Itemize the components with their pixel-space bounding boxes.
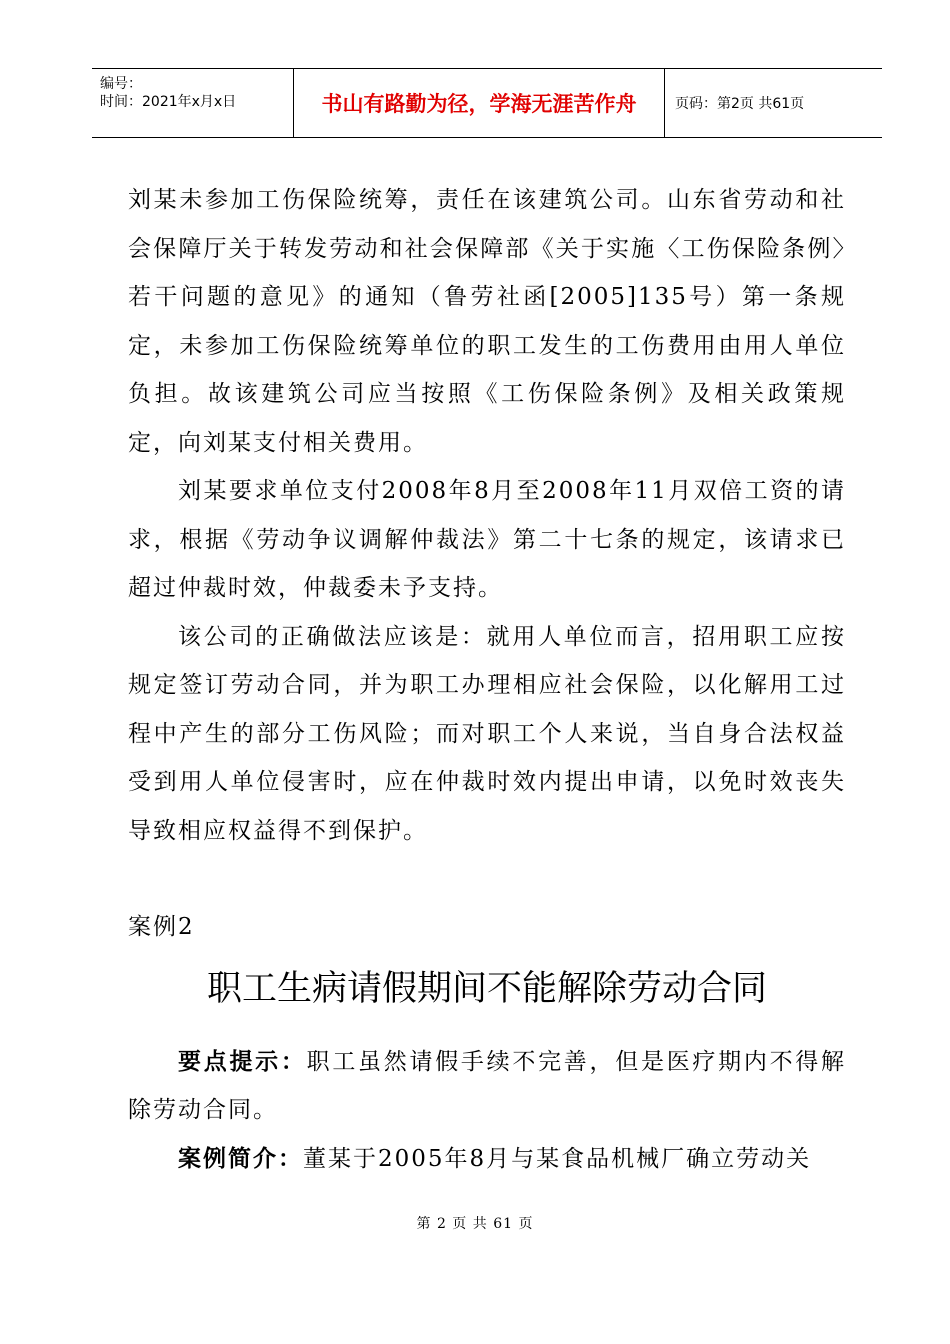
- summary-label: 案例简介：: [178, 1145, 303, 1172]
- page-footer: 第 2 页 共 61 页: [416, 1216, 534, 1232]
- summary-text: 董某于2005年8月与某食品机械厂确立劳动关: [303, 1145, 812, 1172]
- header-page-info: 页码：第2页 共61页: [675, 96, 805, 112]
- key-points-text: 职工虽然请假手续不完善，但是医疗期内不得解除劳动合同。: [128, 1048, 847, 1123]
- key-points-label: 要点提示：: [178, 1048, 307, 1075]
- summary-paragraph: [128, 1135, 846, 1184]
- paragraph-3: 该公司的正确做法应该是：就用人单位而言，招用职工应按规定签订劳动合同，并为职工办理相应社会保险，以化解用工过程中产生的部分工伤风险；而对职工个人来说，当自身合法权益受到用人单位侵害时，应在仲裁时效内提出申请，以免时效丧失导致相应权益得不到保护。: [128, 623, 846, 844]
- paragraph-2: 刘某要求单位支付2008年8月至2008年11月双倍工资的请求，根据《劳动争议调解仲裁法》第二十七条的规定，该请求已超过仲裁时效，仲裁委未予支持。: [128, 478, 846, 601]
- case-title: 职工生病请假期间不能解除劳动合同: [206, 968, 767, 1009]
- page-header: [92, 68, 882, 138]
- document-body: [128, 176, 846, 1183]
- case-label: 案例2: [128, 914, 195, 940]
- header-meta: [92, 69, 293, 137]
- document-time-label: 时间：2021年x月x日: [100, 94, 237, 110]
- paragraph-1: 刘某未参加工伤保险统筹，责任在该建筑公司。山东省劳动和社会保障厅关于转发劳动和社会保障部《关于实施〈工伤保险条例〉若干问题的意见》的通知（鲁劳社函[2005]135号）第一条规定，未参加工伤保险统筹单位的职工发生的工伤费用由用人单位负担。故该建筑公司应当按照《工伤保险条例》及相关政策规定，向刘某支付相关费用。: [128, 187, 846, 456]
- key-points-paragraph: [128, 1038, 846, 1135]
- document-number-label: 编号：: [100, 76, 142, 92]
- header-motto: 书山有路勤为径，学海无涯苦作舟: [293, 69, 665, 137]
